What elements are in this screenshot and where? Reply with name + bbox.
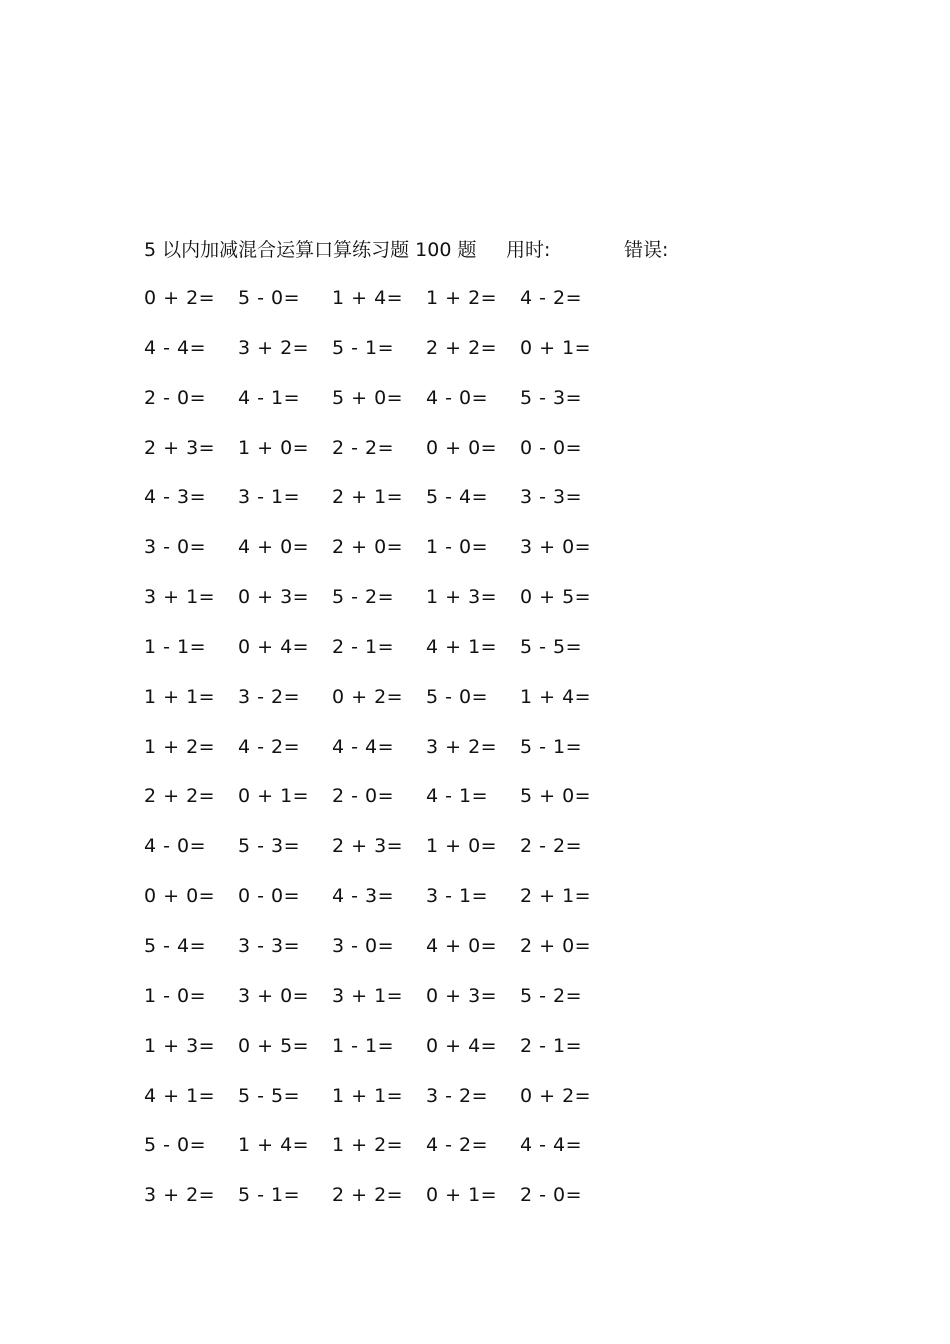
math-problem: 2 + 2= [332, 1184, 404, 1207]
math-problem: 2 + 0= [520, 934, 592, 957]
error-count-label: 错误: [624, 239, 669, 261]
math-problem: 4 - 4= [144, 336, 207, 359]
math-problem: 1 + 3= [426, 586, 498, 609]
math-problem: 4 - 3= [144, 486, 207, 509]
math-problem: 1 + 4= [520, 685, 592, 708]
math-problem: 0 + 1= [238, 785, 310, 808]
math-problem: 2 - 0= [144, 386, 207, 409]
math-problem: 5 - 3= [238, 835, 301, 858]
math-problem: 4 + 0= [238, 536, 310, 559]
math-problem: 5 - 4= [426, 486, 489, 509]
math-problem: 3 - 0= [144, 536, 207, 559]
math-problem: 1 + 2= [426, 287, 498, 309]
math-problem: 4 + 1= [144, 1084, 216, 1107]
math-problem: 2 + 2= [426, 336, 498, 359]
math-problem: 3 - 3= [520, 486, 583, 509]
math-problem: 4 - 2= [238, 735, 301, 758]
math-problem: 1 - 1= [144, 635, 207, 658]
math-problem: 2 + 1= [332, 486, 404, 509]
time-used-label: 用时: [506, 239, 551, 261]
math-problem: 4 - 2= [520, 287, 583, 309]
math-problem: 2 + 1= [520, 885, 592, 908]
math-problem: 0 + 3= [238, 586, 310, 609]
problem-grid [144, 284, 614, 1231]
math-problem: 2 - 1= [520, 1034, 583, 1057]
math-problem: 2 + 3= [332, 835, 404, 858]
math-problem: 0 + 3= [426, 984, 498, 1007]
math-problem: 1 + 0= [238, 436, 310, 459]
math-problem: 1 + 1= [332, 1084, 404, 1107]
worksheet-title: 5 以内加减混合运算口算练习题 100 题 [144, 239, 477, 261]
math-problem: 5 - 1= [520, 735, 583, 758]
math-problem: 3 + 2= [426, 735, 498, 758]
math-problem: 1 - 1= [332, 1034, 395, 1057]
math-problem: 0 - 0= [520, 436, 583, 459]
math-problem: 5 - 5= [520, 635, 583, 658]
math-problem: 0 + 1= [426, 1184, 498, 1207]
math-problem: 0 + 0= [426, 436, 498, 459]
math-problem: 1 + 3= [144, 1034, 216, 1057]
math-problem: 1 + 4= [238, 1134, 310, 1157]
math-problem: 2 - 0= [520, 1184, 583, 1207]
math-problem: 3 + 2= [238, 336, 310, 359]
math-problem: 3 - 1= [238, 486, 301, 509]
math-problem: 2 - 1= [332, 635, 395, 658]
math-problem: 2 - 2= [520, 835, 583, 858]
math-problem: 3 - 1= [426, 885, 489, 908]
math-problem: 3 - 2= [426, 1084, 489, 1107]
math-problem: 4 + 0= [426, 934, 498, 957]
math-problem: 0 + 0= [144, 885, 216, 908]
math-problem: 5 - 3= [520, 386, 583, 409]
math-problem: 3 - 2= [238, 685, 301, 708]
math-problem: 5 - 2= [332, 586, 395, 609]
math-problem: 0 + 1= [520, 336, 592, 359]
math-problem: 1 + 2= [144, 735, 216, 758]
math-problem: 5 - 2= [520, 984, 583, 1007]
math-problem: 2 - 2= [332, 436, 395, 459]
math-problem: 3 + 0= [238, 984, 310, 1007]
math-problem: 0 + 4= [238, 635, 310, 658]
math-problem: 2 + 2= [144, 785, 216, 808]
math-problem: 4 - 1= [426, 785, 489, 808]
math-problem: 1 - 0= [426, 536, 489, 559]
math-problem: 5 - 5= [238, 1084, 301, 1107]
math-problem: 1 + 0= [426, 835, 498, 858]
math-problem: 3 - 3= [238, 934, 301, 957]
math-problem: 2 + 3= [144, 436, 216, 459]
math-problem: 5 - 1= [238, 1184, 301, 1207]
math-problem: 0 + 4= [426, 1034, 498, 1057]
math-problem: 0 + 2= [144, 287, 216, 309]
math-problem: 3 + 2= [144, 1184, 216, 1207]
math-problem: 1 - 0= [144, 984, 207, 1007]
math-problem: 5 - 0= [238, 287, 301, 309]
math-problem: 5 - 4= [144, 934, 207, 957]
math-problem: 4 - 0= [426, 386, 489, 409]
math-problem: 3 + 1= [332, 984, 404, 1007]
math-problem: 4 - 0= [144, 835, 207, 858]
math-problem: 5 + 0= [332, 386, 404, 409]
math-problem: 4 - 3= [332, 885, 395, 908]
math-problem: 5 - 0= [426, 685, 489, 708]
math-problem: 4 - 4= [520, 1134, 583, 1157]
math-problem: 0 + 5= [520, 586, 592, 609]
math-problem: 0 - 0= [238, 885, 301, 908]
math-problem: 3 - 0= [332, 934, 395, 957]
math-problem: 3 + 0= [520, 536, 592, 559]
math-problem: 0 + 5= [238, 1034, 310, 1057]
math-problem: 5 - 1= [332, 336, 395, 359]
math-problem: 4 + 1= [426, 635, 498, 658]
math-problem: 4 - 2= [426, 1134, 489, 1157]
math-problem: 1 + 1= [144, 685, 216, 708]
math-problem: 4 - 4= [332, 735, 395, 758]
math-problem: 0 + 2= [332, 685, 404, 708]
math-problem: 3 + 1= [144, 586, 216, 609]
math-problem: 0 + 2= [520, 1084, 592, 1107]
math-problem: 2 - 0= [332, 785, 395, 808]
math-problem: 5 + 0= [520, 785, 592, 808]
math-problem: 5 - 0= [144, 1134, 207, 1157]
math-problem: 2 + 0= [332, 536, 404, 559]
math-problem: 4 - 1= [238, 386, 301, 409]
math-problem: 1 + 4= [332, 287, 404, 309]
math-problem: 1 + 2= [332, 1134, 404, 1157]
